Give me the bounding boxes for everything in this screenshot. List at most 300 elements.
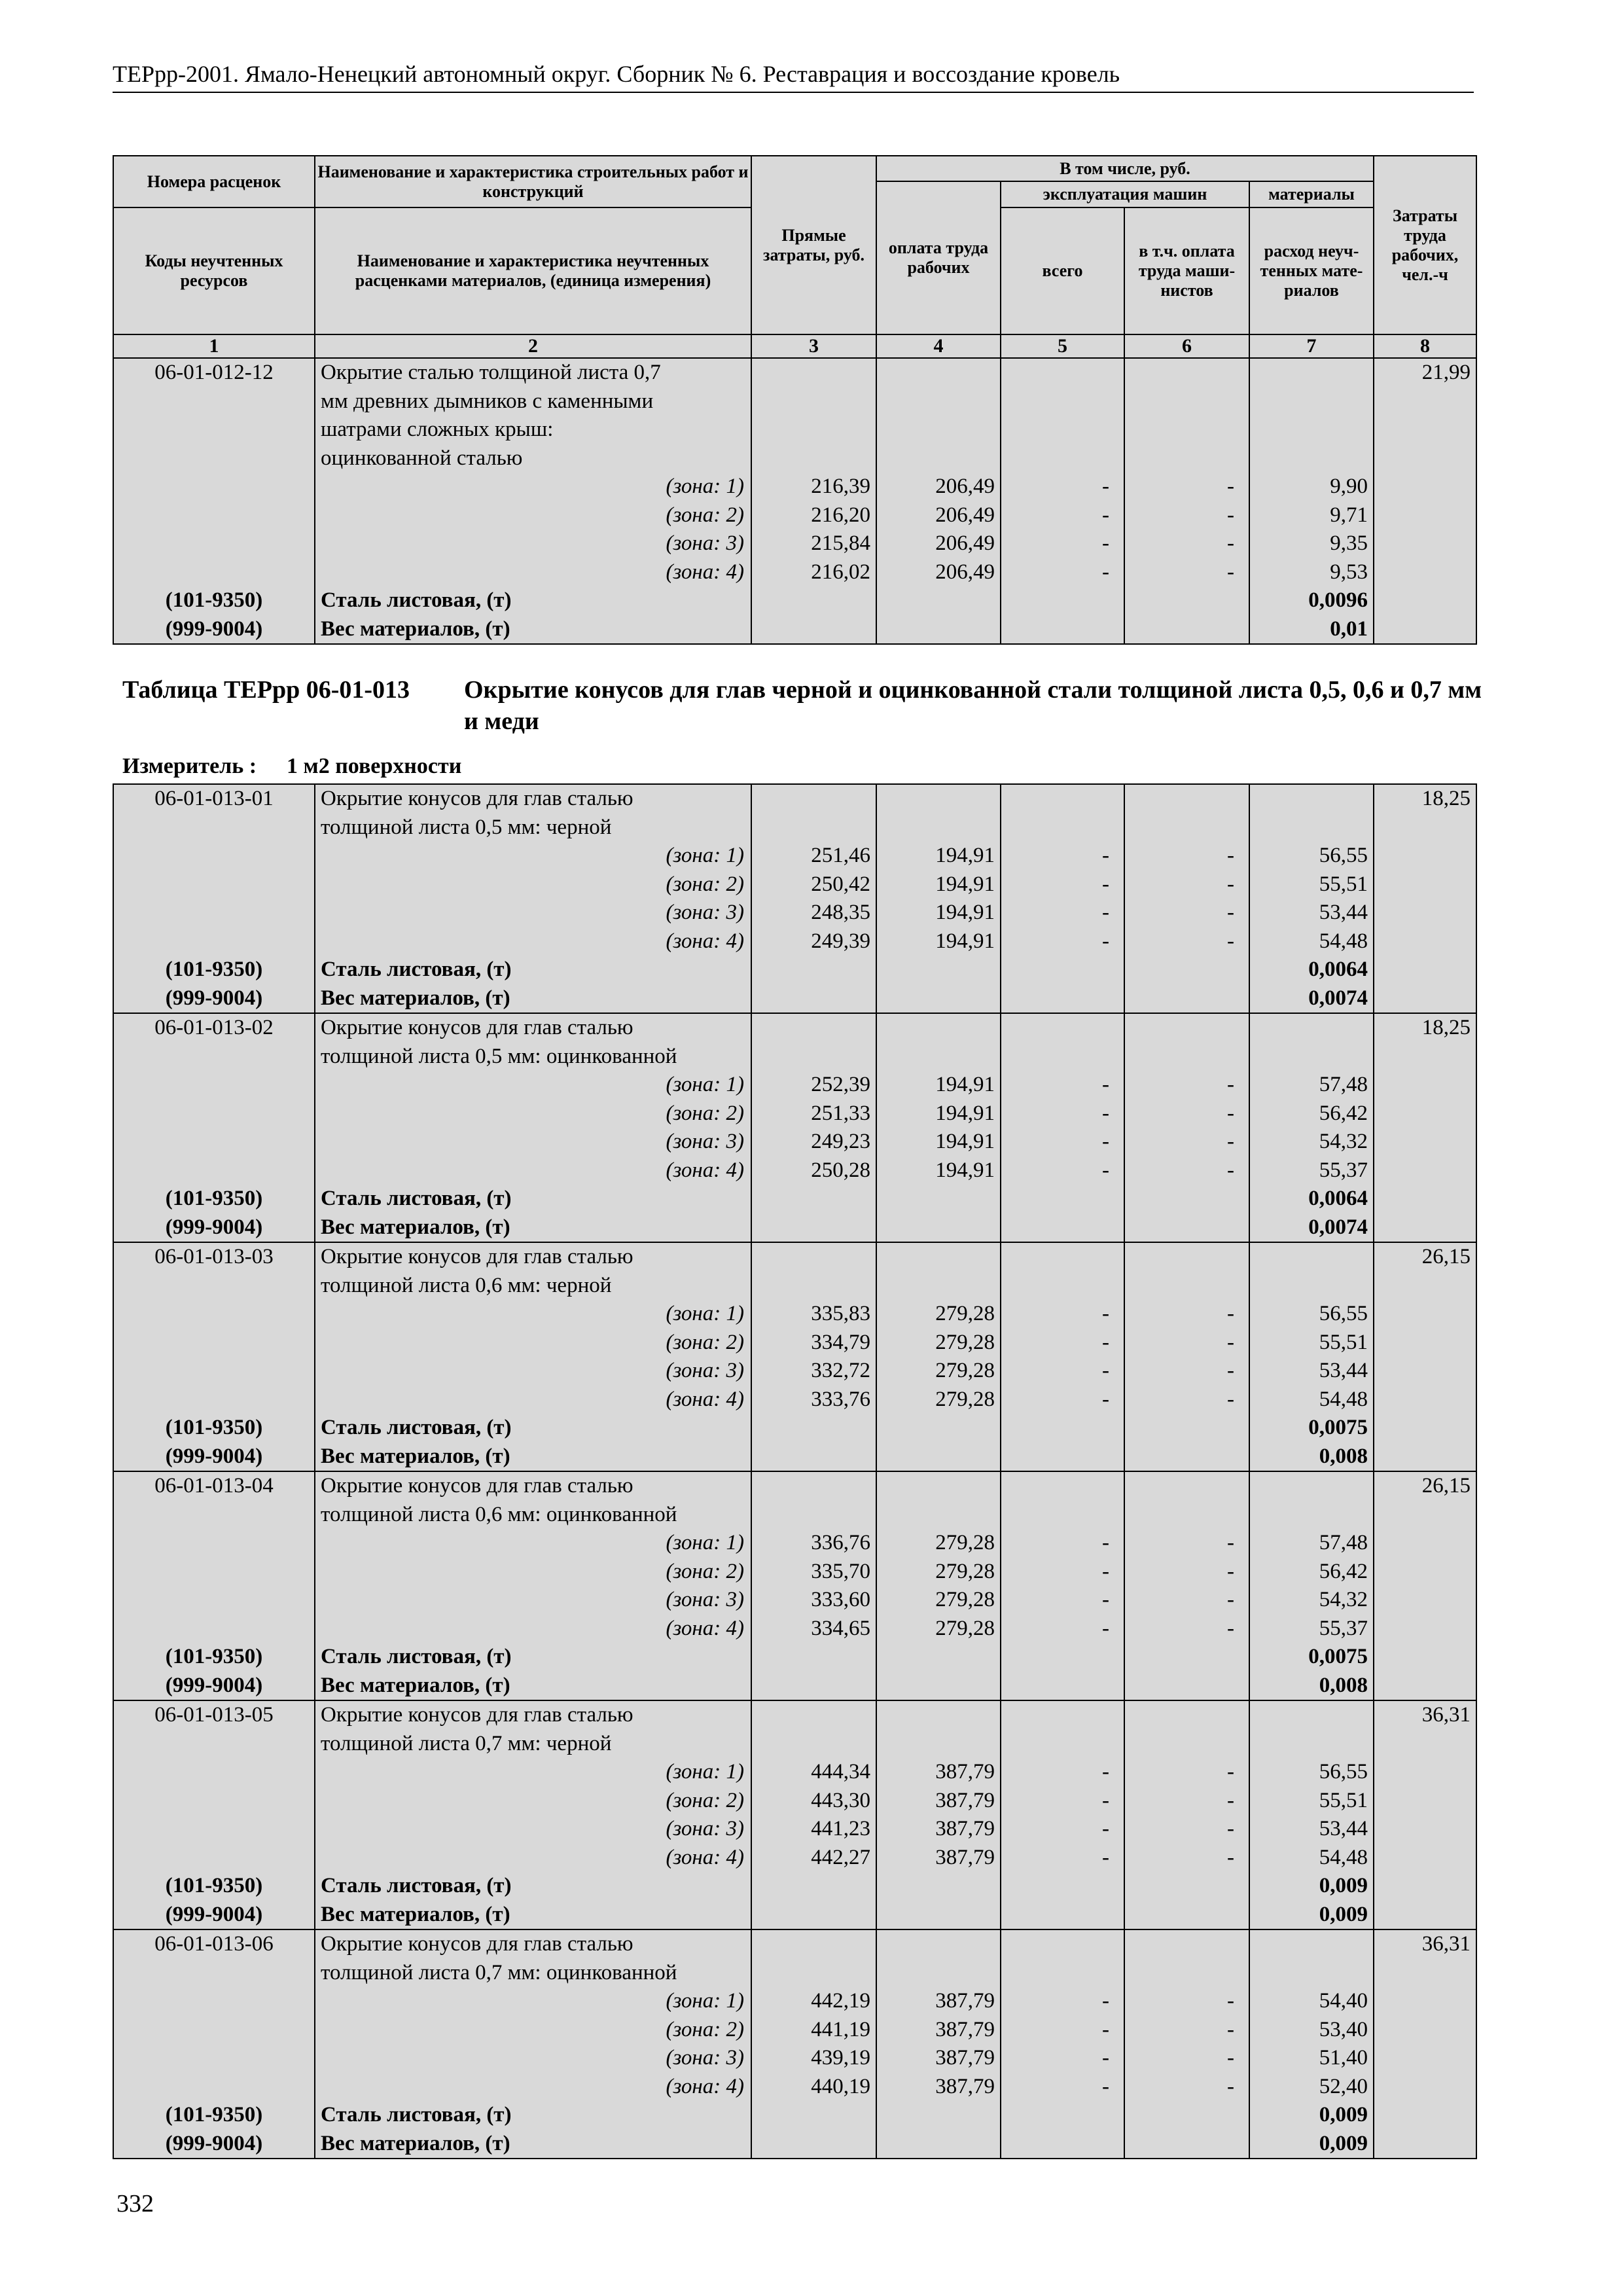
machines-total-cell [1001, 1013, 1124, 1242]
direct-cost: 216,20 [811, 503, 870, 527]
spacer [114, 1615, 314, 1643]
col-num: 5 [1001, 334, 1124, 358]
resource-code: (999-9004) [165, 2131, 263, 2155]
table-row [113, 784, 1476, 1013]
spacer [1001, 1930, 1109, 1959]
labor-costs: 18,25 [1421, 1016, 1471, 1039]
labor-costs-cell [1374, 1700, 1476, 1929]
direct-cost: 441,19 [811, 2017, 870, 2041]
rate-code: 06-01-013-05 [154, 1703, 274, 1727]
zone-label: (зона: 1) [666, 844, 744, 867]
direct-cost: 336,76 [811, 1531, 870, 1554]
machines-labor-cell [1124, 1013, 1249, 1242]
spacer [1001, 1272, 1109, 1300]
resource-code: (999-9004) [165, 1673, 263, 1697]
spacer [1125, 387, 1234, 416]
work-name-cell [315, 358, 751, 644]
machines-labor: - [1227, 1989, 1234, 2013]
col-machines-total: всего [1001, 207, 1124, 334]
col-material-name: Наименование и характеристика неучтенных расценками материалов, (единица измерения) [315, 207, 751, 334]
spacer [877, 1014, 995, 1043]
work-name-line: толщиной листа 0,7 мм: черной [321, 1731, 612, 1755]
labor-pay: 279,28 [935, 1330, 995, 1354]
materials-cost: 54,32 [1319, 1130, 1368, 1153]
machines-labor-cell [1124, 784, 1249, 1013]
materials-cost: 53,44 [1319, 901, 1368, 924]
direct-cost: 444,34 [811, 1760, 870, 1784]
spacer [752, 1243, 870, 1272]
rate-code-cell [113, 784, 315, 1013]
materials-cost: 57,48 [1319, 1531, 1368, 1554]
labor-pay: 206,49 [935, 503, 995, 527]
machines-total: - [1102, 475, 1109, 498]
machines-total-cell [1001, 1471, 1124, 1700]
spacer [1250, 444, 1368, 473]
materials-cost: 52,40 [1319, 2074, 1368, 2098]
material-qty: 0,0075 [1308, 1416, 1368, 1439]
spacer [1125, 1501, 1234, 1530]
materials-cost-cell [1249, 1471, 1374, 1700]
labor-costs-cell [1374, 1471, 1476, 1700]
spacer [752, 814, 870, 842]
labor-pay: 387,79 [935, 1989, 995, 2013]
spacer [1250, 1730, 1368, 1759]
materials-cost-cell [1249, 1242, 1374, 1471]
labor-costs: 18,25 [1421, 787, 1471, 810]
rate-code-cell [113, 1013, 315, 1242]
spacer [1125, 1243, 1234, 1272]
zone-label: (зона: 4) [666, 2074, 744, 2098]
labor-pay: 387,79 [935, 1788, 995, 1812]
spacer [114, 1529, 314, 1558]
labor-pay: 279,28 [935, 1359, 995, 1382]
zone-label: (зона: 4) [666, 1616, 744, 1640]
zone-label: (зона: 4) [666, 1845, 744, 1869]
machines-labor: - [1227, 1158, 1234, 1182]
spacer [877, 359, 995, 387]
material-qty: 0,008 [1319, 1673, 1368, 1697]
direct-cost: 249,39 [811, 929, 870, 953]
rate-code-cell [113, 358, 315, 644]
machines-labor: - [1227, 531, 1234, 555]
material-qty: 0,0064 [1308, 1187, 1368, 1210]
spacer [877, 1472, 995, 1501]
table-body-top [113, 358, 1476, 644]
spacer [1001, 1043, 1109, 1071]
spacer [114, 2073, 314, 2102]
direct-cost: 248,35 [811, 901, 870, 924]
labor-pay: 279,28 [935, 1531, 995, 1554]
machines-labor-cell [1124, 358, 1249, 644]
machines-total-cell [1001, 1242, 1124, 1471]
machines-total: - [1102, 1616, 1109, 1640]
materials-cost: 56,55 [1319, 1302, 1368, 1325]
direct-cost: 216,39 [811, 475, 870, 498]
spacer [877, 814, 995, 842]
machines-labor: - [1227, 1130, 1234, 1153]
spacer [752, 359, 870, 387]
col-materials: материалы [1249, 181, 1374, 207]
materials-cost: 54,40 [1319, 1989, 1368, 2013]
spacer [1125, 785, 1234, 814]
machines-labor: - [1227, 1330, 1234, 1354]
machines-total: - [1102, 2017, 1109, 2041]
spacer [752, 1501, 870, 1530]
labor-pay: 387,79 [935, 2074, 995, 2098]
spacer [1125, 359, 1234, 387]
spacer [114, 1128, 314, 1157]
col-machines: эксплуатация машин [1001, 181, 1249, 207]
zone-label: (зона: 2) [666, 1101, 744, 1125]
work-name-line: Окрытие конусов для глав сталью [321, 1474, 633, 1498]
spacer [114, 1959, 314, 1988]
spacer [877, 1501, 995, 1530]
spacer [1001, 1501, 1109, 1530]
spacer [114, 444, 314, 473]
measure-line [122, 754, 461, 779]
spacer [877, 444, 995, 473]
materials-cost: 56,55 [1319, 844, 1368, 867]
labor-pay: 194,91 [935, 872, 995, 896]
rate-code-cell [113, 1700, 315, 1929]
col-num: 8 [1374, 334, 1476, 358]
resource-code: (999-9004) [165, 1902, 263, 1926]
materials-cost: 55,37 [1319, 1158, 1368, 1182]
labor-costs: 36,31 [1421, 1932, 1471, 1956]
table-label: Таблица ТЕРрр 06-01-013 [122, 676, 410, 704]
zone-label: (зона: 1) [666, 1073, 744, 1096]
direct-cost-cell [751, 784, 876, 1013]
spacer [1001, 444, 1109, 473]
machines-total: - [1102, 1387, 1109, 1411]
machines-total: - [1102, 503, 1109, 527]
material-name: Вес материалов, (т) [321, 1902, 510, 1926]
machines-total: - [1102, 1158, 1109, 1182]
resource-code: (999-9004) [165, 986, 263, 1010]
machines-total: - [1102, 929, 1109, 953]
machines-labor-cell [1124, 1471, 1249, 1700]
spacer [114, 1071, 314, 1100]
rate-code-cell [113, 1242, 315, 1471]
col-work-name: Наименование и характеристика строительных работ и конструкций [315, 156, 751, 207]
spacer [752, 1730, 870, 1759]
spacer [1250, 814, 1368, 842]
machines-total-cell [1001, 1700, 1124, 1929]
zone-label: (зона: 1) [666, 1989, 744, 2013]
materials-cost: 54,48 [1319, 929, 1368, 953]
materials-cost: 57,48 [1319, 1073, 1368, 1096]
labor-pay-cell [876, 784, 1001, 1013]
direct-cost-cell [751, 1242, 876, 1471]
rate-code: 06-01-013-02 [154, 1016, 274, 1039]
spacer [877, 1959, 995, 1988]
labor-pay: 387,79 [935, 2046, 995, 2070]
spacer [114, 1501, 314, 1530]
work-name-cell [315, 1929, 751, 2159]
spacer [1250, 1930, 1368, 1959]
spacer [1250, 785, 1368, 814]
work-name-line: толщиной листа 0,7 мм: оцинкованной [321, 1960, 677, 1984]
spacer [114, 1987, 314, 2016]
direct-cost: 333,76 [811, 1387, 870, 1411]
rate-code-cell [113, 1929, 315, 2159]
labor-pay-cell [876, 1471, 1001, 1700]
zone-label: (зона: 1) [666, 1531, 744, 1554]
zone-label: (зона: 4) [666, 1387, 744, 1411]
zone-label: (зона: 2) [666, 1330, 744, 1354]
spacer [114, 1157, 314, 1185]
materials-cost: 54,48 [1319, 1845, 1368, 1869]
labor-pay: 279,28 [935, 1387, 995, 1411]
direct-cost: 250,28 [811, 1158, 870, 1182]
zone-label: (зона: 2) [666, 1559, 744, 1583]
spacer [114, 899, 314, 927]
labor-pay: 279,28 [935, 1559, 995, 1583]
spacer [114, 387, 314, 416]
machines-labor: - [1227, 1588, 1234, 1611]
spacer [1001, 416, 1109, 444]
spacer [1001, 785, 1109, 814]
material-name: Сталь листовая, (т) [321, 1874, 512, 1897]
rate-code: 06-01-013-06 [154, 1932, 274, 1956]
materials-cost-cell [1249, 784, 1374, 1013]
col-labor-costs: Затраты труда рабочих, чел.-ч [1374, 156, 1476, 334]
spacer [1250, 1501, 1368, 1530]
machines-labor: - [1227, 1073, 1234, 1096]
machines-total-cell [1001, 784, 1124, 1013]
spacer [752, 1043, 870, 1071]
spacer [1001, 1472, 1109, 1501]
spacer [1001, 1701, 1109, 1730]
spacer [752, 1272, 870, 1300]
materials-cost: 56,42 [1319, 1101, 1368, 1125]
spacer [1125, 1930, 1234, 1959]
spacer [114, 1758, 314, 1787]
labor-costs-cell [1374, 784, 1476, 1013]
spacer [1001, 1014, 1109, 1043]
spacer [114, 1730, 314, 1759]
labor-pay: 206,49 [935, 531, 995, 555]
materials-cost: 9,90 [1330, 475, 1368, 498]
spacer [114, 1272, 314, 1300]
spacer [114, 1787, 314, 1816]
labor-costs: 21,99 [1421, 361, 1471, 384]
labor-pay-cell [876, 1700, 1001, 1929]
spacer [877, 387, 995, 416]
material-name: Сталь листовая, (т) [321, 958, 512, 981]
machines-total: - [1102, 1531, 1109, 1554]
spacer [114, 1100, 314, 1128]
materials-cost: 56,42 [1319, 1559, 1368, 1583]
col-num: 4 [876, 334, 1001, 358]
resource-code: (101-9350) [165, 1187, 263, 1210]
labor-costs-cell [1374, 1013, 1476, 1242]
machines-total: - [1102, 872, 1109, 896]
col-num: 3 [751, 334, 876, 358]
direct-cost-cell [751, 1013, 876, 1242]
spacer [752, 416, 870, 444]
zone-label: (зона: 4) [666, 1158, 744, 1182]
machines-total: - [1102, 901, 1109, 924]
spacer [1125, 444, 1234, 473]
machines-labor: - [1227, 2074, 1234, 2098]
labor-costs: 26,15 [1421, 1474, 1471, 1498]
work-name-line: толщиной листа 0,5 мм: оцинкованной [321, 1044, 677, 1068]
table-row [113, 358, 1476, 644]
machines-total: - [1102, 560, 1109, 584]
machines-labor-cell [1124, 1929, 1249, 2159]
col-direct-costs: Прямые затраты, руб. [751, 156, 876, 334]
zone-label: (зона: 3) [666, 1359, 744, 1382]
materials-cost: 55,51 [1319, 872, 1368, 896]
labor-pay: 279,28 [935, 1616, 995, 1640]
work-name-cell [315, 1471, 751, 1700]
labor-costs-cell [1374, 1242, 1476, 1471]
work-name-line: толщиной листа 0,5 мм: черной [321, 815, 612, 839]
spacer [114, 814, 314, 842]
work-name-line: толщиной листа 0,6 мм: оцинкованной [321, 1502, 677, 1526]
labor-pay-cell [876, 1242, 1001, 1471]
machines-total: - [1102, 1359, 1109, 1382]
direct-cost: 439,19 [811, 2046, 870, 2070]
resource-code: (999-9004) [165, 617, 263, 641]
material-name: Сталь листовая, (т) [321, 1416, 512, 1439]
direct-cost-cell [751, 1700, 876, 1929]
spacer [1250, 359, 1368, 387]
direct-cost: 334,79 [811, 1330, 870, 1354]
resource-code: (101-9350) [165, 1874, 263, 1897]
material-name: Вес материалов, (т) [321, 1673, 510, 1697]
material-name: Вес материалов, (т) [321, 2131, 510, 2155]
labor-pay-cell [876, 1929, 1001, 2159]
table-row [113, 1929, 1476, 2159]
table-row [113, 1013, 1476, 1242]
spacer [114, 2016, 314, 2045]
materials-cost: 56,55 [1319, 1760, 1368, 1784]
machines-total: - [1102, 1130, 1109, 1153]
spacer [1250, 1272, 1368, 1300]
machines-labor: - [1227, 1616, 1234, 1640]
spacer [114, 1586, 314, 1615]
material-qty: 0,009 [1319, 1902, 1368, 1926]
work-name-line: мм древних дымников с каменными [321, 389, 654, 413]
spacer [877, 1243, 995, 1272]
materials-cost: 55,51 [1319, 1330, 1368, 1354]
materials-cost-cell [1249, 1700, 1374, 1929]
machines-labor: - [1227, 2017, 1234, 2041]
zone-label: (зона: 3) [666, 1817, 744, 1840]
machines-labor: - [1227, 1359, 1234, 1382]
zone-label: (зона: 1) [666, 1760, 744, 1784]
machines-labor: - [1227, 1101, 1234, 1125]
spacer [752, 1014, 870, 1043]
spacer [114, 529, 314, 558]
machines-labor: - [1227, 1845, 1234, 1869]
machines-labor: - [1227, 2046, 1234, 2070]
resource-code: (101-9350) [165, 588, 263, 612]
labor-pay: 279,28 [935, 1302, 995, 1325]
machines-total-cell [1001, 358, 1124, 644]
labor-pay: 387,79 [935, 2017, 995, 2041]
spacer [877, 1043, 995, 1071]
machines-labor: - [1227, 560, 1234, 584]
machines-labor: - [1227, 1788, 1234, 1812]
labor-pay-cell [876, 358, 1001, 644]
labor-pay: 194,91 [935, 1101, 995, 1125]
machines-labor: - [1227, 929, 1234, 953]
rates-table-main [113, 783, 1477, 2159]
spacer [1250, 1959, 1368, 1988]
material-qty: 0,0074 [1308, 1215, 1368, 1239]
col-num: 6 [1124, 334, 1249, 358]
work-name-line: Окрытие конусов для глав сталью [321, 1016, 633, 1039]
zone-label: (зона: 2) [666, 503, 744, 527]
machines-total: - [1102, 1989, 1109, 2013]
zone-label: (зона: 4) [666, 929, 744, 953]
machines-total: - [1102, 1588, 1109, 1611]
spacer [114, 870, 314, 899]
work-name-line: оцинкованной сталью [321, 446, 523, 470]
zone-label: (зона: 1) [666, 1302, 744, 1325]
spacer [114, 927, 314, 956]
spacer [1001, 1959, 1109, 1988]
spacer [1125, 1959, 1234, 1988]
material-qty: 0,0075 [1308, 1645, 1368, 1668]
materials-cost: 9,35 [1330, 531, 1368, 555]
direct-cost: 250,42 [811, 872, 870, 896]
work-name-line: Окрытие конусов для глав сталью [321, 1932, 633, 1956]
direct-cost: 249,23 [811, 1130, 870, 1153]
materials-cost: 53,44 [1319, 1817, 1368, 1840]
zone-label: (зона: 2) [666, 872, 744, 896]
machines-labor: - [1227, 1387, 1234, 1411]
table-row [113, 1700, 1476, 1929]
spacer [877, 1930, 995, 1959]
labor-costs: 26,15 [1421, 1245, 1471, 1268]
machines-total: - [1102, 2074, 1109, 2098]
resource-code: (101-9350) [165, 1645, 263, 1668]
direct-cost: 216,02 [811, 560, 870, 584]
work-name-line: Окрытие конусов для глав сталью [321, 1703, 633, 1727]
resource-code: (101-9350) [165, 1416, 263, 1439]
material-qty: 0,009 [1319, 2103, 1368, 2126]
work-name-cell [315, 1700, 751, 1929]
machines-total: - [1102, 1845, 1109, 1869]
page-number: 332 [116, 2190, 154, 2217]
zone-label: (зона: 3) [666, 2046, 744, 2070]
page-header: ТЕРрр-2001. Ямало-Ненецкий автономный округ. Сборник № 6. Реставрация и воссоздание кровель [113, 60, 1474, 93]
machines-labor: - [1227, 844, 1234, 867]
material-name: Сталь листовая, (т) [321, 1645, 512, 1668]
material-name: Вес материалов, (т) [321, 1444, 510, 1468]
machines-total: - [1102, 1559, 1109, 1583]
spacer [114, 1386, 314, 1414]
spacer [114, 1815, 314, 1844]
spacer [1001, 387, 1109, 416]
spacer [1125, 814, 1234, 842]
work-name-line: шатрами сложных крыш: [321, 418, 554, 441]
labor-pay: 194,91 [935, 929, 995, 953]
spacer [114, 1357, 314, 1386]
materials-cost: 53,40 [1319, 2017, 1368, 2041]
material-qty: 0,0064 [1308, 958, 1368, 981]
material-name: Сталь листовая, (т) [321, 588, 512, 612]
spacer [114, 501, 314, 530]
spacer [752, 444, 870, 473]
machines-labor: - [1227, 872, 1234, 896]
spacer [1250, 416, 1368, 444]
materials-cost-cell [1249, 1013, 1374, 1242]
